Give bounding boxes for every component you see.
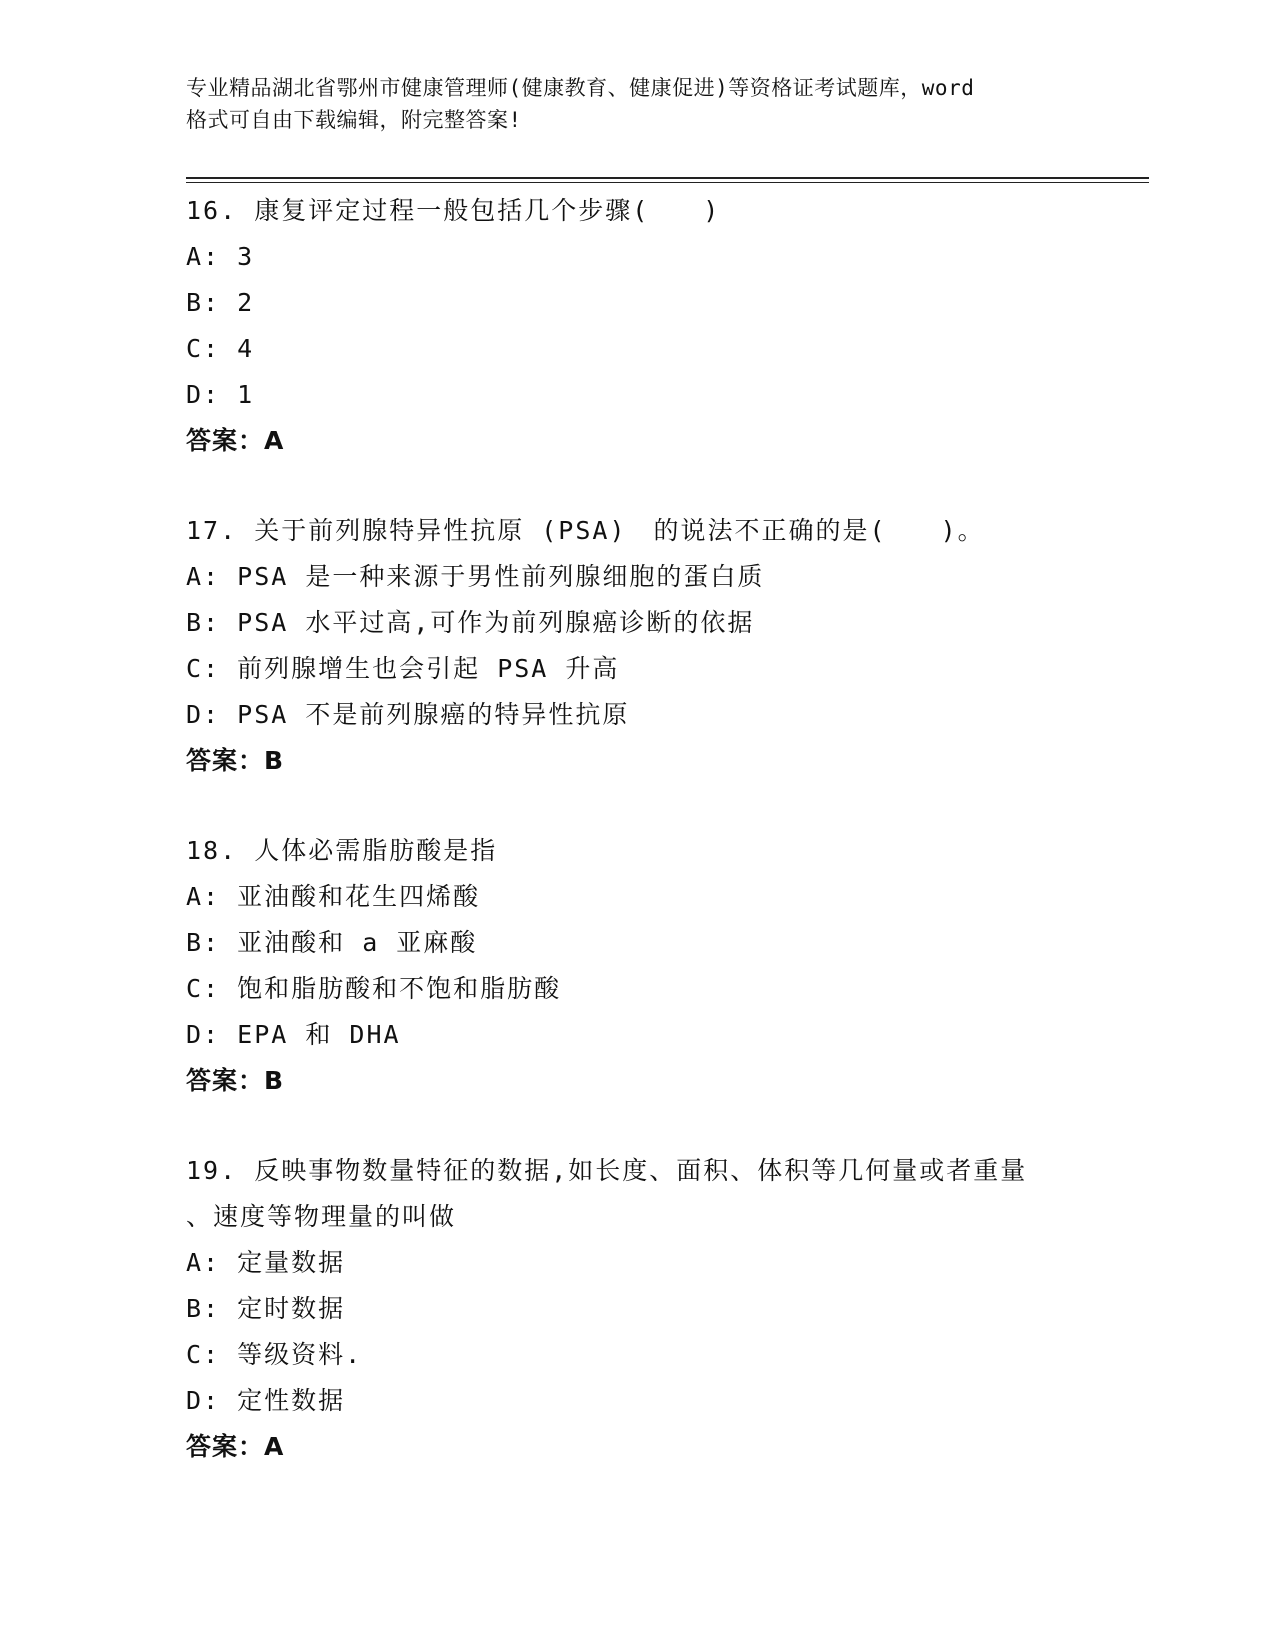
question-text: 18. 人体必需脂肪酸是指 [186, 836, 498, 865]
answer: 答案：B [186, 746, 285, 775]
spacer [186, 1104, 1086, 1148]
question-text: 17. 关于前列腺特异性抗原 (PSA) 的说法不正确的是( )。 [186, 516, 985, 545]
question-16 [186, 188, 1086, 464]
option-c: C: 等级资料. [186, 1340, 363, 1369]
header-divider-thin [186, 182, 1149, 183]
question-19 [186, 1148, 1086, 1470]
option-d: D: PSA 不是前列腺癌的特异性抗原 [186, 700, 630, 729]
option-c: C: 4 [186, 334, 255, 363]
question-18 [186, 828, 1086, 1104]
option-a: A: PSA 是一种来源于男性前列腺细胞的蛋白质 [186, 562, 765, 591]
option-b: B: PSA 水平过高,可作为前列腺癌诊断的依据 [186, 608, 755, 637]
answer: 答案：A [186, 1432, 285, 1461]
question-text-continued: 、速度等物理量的叫做 [186, 1202, 457, 1231]
question-list [186, 188, 1086, 1470]
spacer [186, 464, 1086, 508]
question-text: 19. 反映事物数量特征的数据,如长度、面积、体积等几何量或者重量 [186, 1156, 1028, 1185]
option-a: A: 3 [186, 242, 255, 271]
spacer [186, 784, 1086, 828]
option-d: D: EPA 和 DHA [186, 1020, 401, 1049]
document-header [186, 72, 1086, 136]
option-c: C: 前列腺增生也会引起 PSA 升高 [186, 654, 620, 683]
option-b: B: 2 [186, 288, 255, 317]
option-a: A: 定量数据 [186, 1248, 346, 1277]
option-b: B: 定时数据 [186, 1294, 346, 1323]
option-b: B: 亚油酸和 a 亚麻酸 [186, 928, 478, 957]
option-c: C: 饱和脂肪酸和不饱和脂肪酸 [186, 974, 562, 1003]
header-divider-thick [186, 177, 1149, 179]
option-a: A: 亚油酸和花生四烯酸 [186, 882, 481, 911]
question-17 [186, 508, 1086, 784]
question-text: 16. 康复评定过程一般包括几个步骤( ) [186, 196, 721, 225]
option-d: D: 1 [186, 380, 255, 409]
header-line-2: 格式可自由下载编辑，附完整答案! [186, 108, 522, 132]
header-line-1: 专业精品湖北省鄂州市健康管理师(健康教育、健康促进)等资格证考试题库，word [186, 76, 975, 100]
answer: 答案：B [186, 1066, 285, 1095]
answer: 答案：A [186, 426, 285, 455]
option-d: D: 定性数据 [186, 1386, 346, 1415]
